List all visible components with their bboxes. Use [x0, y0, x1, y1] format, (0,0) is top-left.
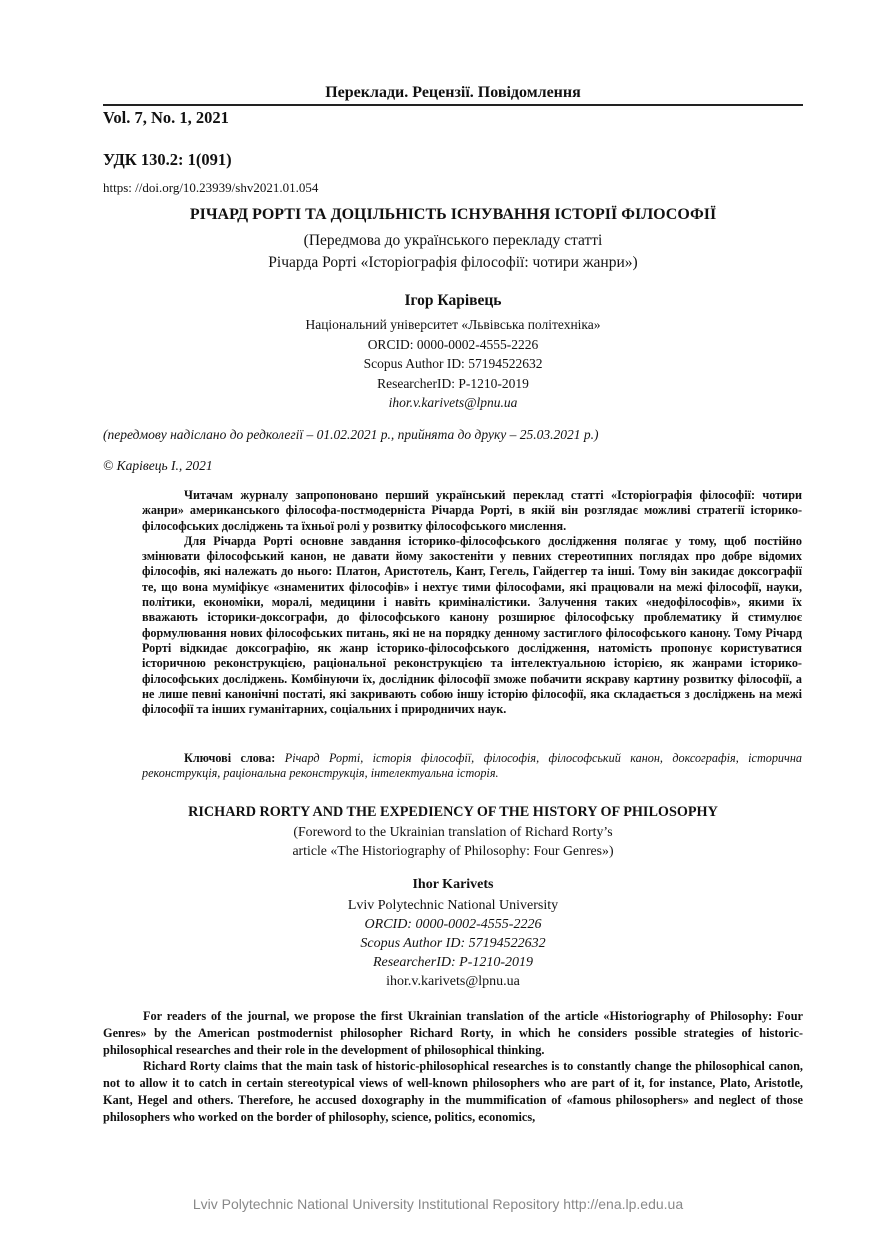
subtitle-en-line2: article «The Historiography of Philosophy: Four Genres»)	[292, 843, 614, 858]
author-info-english	[103, 896, 803, 991]
repository-footer: Lviv Polytechnic National University Institutional Repository http://ena.lp.edu.ua	[192, 1196, 684, 1212]
orcid-en: ORCID: 0000-0002-4555-2226	[364, 917, 542, 932]
affiliation: Національний університет «Львівська політехніка»	[305, 317, 601, 332]
volume-info: Vol. 7, No. 1, 2021	[103, 108, 229, 127]
researcher-id-en: ResearcherID: P-1210-2019	[372, 955, 534, 970]
abstract-en-paragraph-1: For readers of the journal, we propose the first Ukrainian translation of the article «Historiography of Philosophy: Four Genres» by the American postmodernist philosopher Richard Rorty, in which he considers possible strategies of historic-philosophical researches and their role in the development of philosophical thinking.	[103, 1009, 803, 1057]
abstract-ukrainian	[142, 488, 802, 717]
author-email[interactable]: ihor.v.karivets@lpnu.ua	[388, 395, 518, 410]
scopus-id-en: Scopus Author ID: 57194522632	[360, 936, 546, 951]
keywords-label: Ключові слова:	[184, 751, 276, 765]
abstract-english	[103, 1008, 803, 1126]
author-name-ukrainian: Ігор Карівець	[404, 292, 502, 309]
copyright: © Карівець І., 2021	[103, 458, 213, 473]
subtitle-uk-line1: (Передмова до українського перекладу статті	[303, 232, 603, 249]
affiliation-en: Lviv Polytechnic National University	[347, 898, 559, 913]
abstract-en-paragraph-2: Richard Rorty claims that the main task of historic-philosophical researches is to constantly change the philosophical canon, not to allow it to catch in certain stereotypical views of well-known philosophers who are part of it, for instance, Plato, Aristotle, Kant, Hegel and others. Therefore, he accused doxography in the mummification of «famous philosophers» and neglect of those philosophers who worked on the border of philosophy, science, politics, economics,	[103, 1059, 803, 1124]
subtitle-english	[103, 822, 803, 860]
journal-section-header: Переклади. Рецензії. Повідомлення	[325, 84, 581, 101]
orcid: ORCID: 0000-0002-4555-2226	[367, 336, 539, 352]
keywords-list: Річард Рорті, історія філософії, філософія, філософський канон, доксографія, історична реконструкція, раціональна реконструкція, інтелектуальна історія.	[142, 751, 802, 781]
submission-dates: (передмову надіслано до редколегії – 01.02.2021 р., прийнята до друку – 25.03.2021 р.)	[103, 427, 599, 442]
author-name-english: Ihor Karivets	[412, 877, 494, 892]
header-rule	[103, 104, 803, 106]
abstract-uk-paragraph-1: Читачам журналу запропоновано перший український переклад статті «Історіографія філософії: чотири жанри» американського філософа-постмодерніста Річарда Рорті, в якій він розглядає можливі стратегії історико-філософських досліджень та їхньої ролі у розвитку філософського мислення.	[142, 488, 802, 533]
title-english: RICHARD RORTY AND THE EXPEDIENCY OF THE HISTORY OF PHILOSOPHY	[188, 804, 718, 820]
keywords-ukrainian	[142, 751, 802, 782]
abstract-uk-paragraph-2: Для Річарда Рорті основне завдання історико-філософського дослідження полягає у тому, щоб постійно змінювати філософський канон, не давати йому закостеніти у певних стереотипних поглядах про добре відомих філософів, які належать до нього: Платон, Аристотель, Кант, Гегель, Гайдеггер та інші. Тому він закидає доксографії те, що вона муміфікує «знаменитих філософів» і нехтує тими філософами, які працювали на межі філософії, науки, політики, економіки, моралі, медицини і навіть криміналістики. Залучення таких «недофілософів», якими їх вважають історики-доксографи, до філософського канону розширює філософську проблематику й стимулює формулювання нових філософських питань, які не на порядку денному застиглого філософського канону. Тому Річард Рорті відкидає доксографію, як жанр історико-філософського дослідження, натомість пропонує користуватися історичною реконструкцією, раціональної реконструкцією та інтелектуальною історією, як жанрами історико-філософських досліджень. Комбінуючи їх, дослідник філософії зможе побачити яскраву картину розвитку філософії, а не лише певні канонічні постаті, які закривають собою іншу історію філософії, яка складається з досліджень на межі філософії та інших гуманітарних, соціальних і природничих наук.	[142, 533, 802, 717]
subtitle-uk-line2: Річарда Рорті «Історіографія філософії: чотири жанри»)	[268, 254, 638, 271]
author-info-ukrainian	[103, 315, 803, 413]
subtitle-ukrainian	[103, 230, 803, 274]
subtitle-en-line1: (Foreword to the Ukrainian translation of Richard Rorty’s	[293, 824, 613, 839]
title-ukrainian: РІЧАРД РОРТІ ТА ДОЦІЛЬНІСТЬ ІСНУВАННЯ ІСТОРІЇ ФІЛОСОФІЇ	[189, 206, 717, 223]
scopus-id: Scopus Author ID: 57194522632	[363, 356, 543, 371]
doi-link[interactable]: https: //doi.org/10.23939/shv2021.01.054	[103, 180, 319, 195]
author-email-en[interactable]: ihor.v.karivets@lpnu.ua	[386, 974, 520, 989]
researcher-id: ResearcherID: P-1210-2019	[377, 375, 529, 391]
udk-code: УДК 130.2: 1(091)	[103, 150, 232, 169]
